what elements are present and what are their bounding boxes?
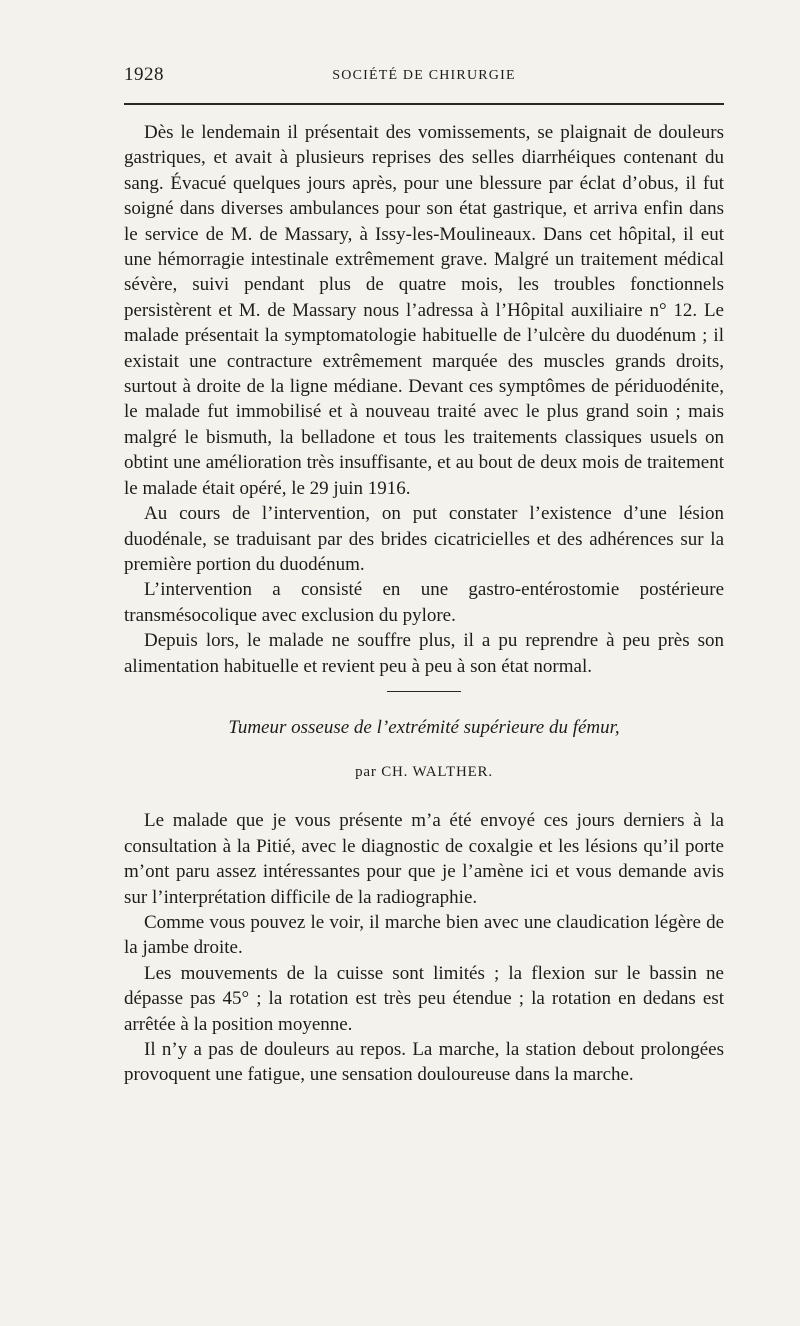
paragraph: Les mouvements de la cuisse sont limités ; la flexion sur le bassin ne dépasse pas 45° ; la rotation est très peu étendue ; la rotation en dedans est arrêtée à la position moyenne. — [124, 962, 724, 1035]
paragraph: Dès le lendemain il présentait des vomissements, se plaignait de douleurs gastriques, et avait à plusieurs reprises des selles diarrhéiques contenant du sang. Évacué quelques jours après, pour une blessure par éclat d’obus, il fut soigné dans diverses ambulances pour son état gastrique, et arriva enfin dans le service de M. de Massary, à Issy-les-Moulineaux. Dans cet hôpital, il eut une hémorragie intestinale extrêmement grave. Malgré un traitement médical sévère, suivi pendant plus de quatre mois, les troubles fonctionnels persistèrent et M. de Massary nous l’adressa à l’Hôpital auxiliaire n° 12. Le malade présentait la symptomatologie habituelle de l’ulcère du duodénum ; il existait une contracture extrêmement marquée des muscles grands droits, surtout à droite de la ligne médiane. Devant ces symptômes de périduodénite, le malade fut immobilisé et à nouveau traité avec le plus grand soin ; mais malgré le bismuth, la belladone et tous les traitements classiques usuels on obtint une amélioration très insuffisante, et au bout de deux mois de traitement le malade était opéré, le 29 juin 1916. — [124, 122, 724, 499]
paragraph: L’intervention a consisté en une gastro-entérostomie postérieure transmésocolique avec exclusion du pylore. — [124, 579, 724, 626]
paragraph: Le malade que je vous présente m’a été envoyé ces jours derniers à la consultation à la Pitié, avec le diagnostic de coxalgie et les lésions qu’il porte m’ont paru assez intéressantes pour que je l’amène ici et vous demande avis sur l’interprétation difficile de la radiographie. — [124, 810, 724, 908]
body-text — [124, 120, 724, 1088]
article-title: Tumeur osseuse de l’extrémité supérieure du fémur, — [228, 716, 620, 738]
paragraph: Il n’y a pas de douleurs au repos. La marche, la station debout prolongées provoquent une fatigue, une sensation douloureuse dans la marche. — [124, 1039, 724, 1086]
paragraph: Depuis lors, le malade ne souffre plus, il a pu reprendre à peu près son alimentation habituelle et revient peu à peu à son état normal. — [124, 630, 724, 677]
article-author: par CH. WALTHER. — [355, 763, 493, 780]
page-number: 1928 — [124, 64, 164, 85]
section-divider — [387, 691, 461, 692]
paragraph: Au cours de l’intervention, on put constater l’existence d’une lésion duodénale, se traduisant par des brides cicatricielles et des adhérences sur la première portion du duodénum. — [124, 503, 724, 575]
header-rule — [124, 103, 724, 105]
running-head: SOCIÉTÉ DE CHIRURGIE — [332, 68, 516, 83]
paragraph: Comme vous pouvez le voir, il marche bien avec une claudication légère de la jambe droite. — [124, 911, 724, 959]
page-header — [124, 64, 724, 94]
